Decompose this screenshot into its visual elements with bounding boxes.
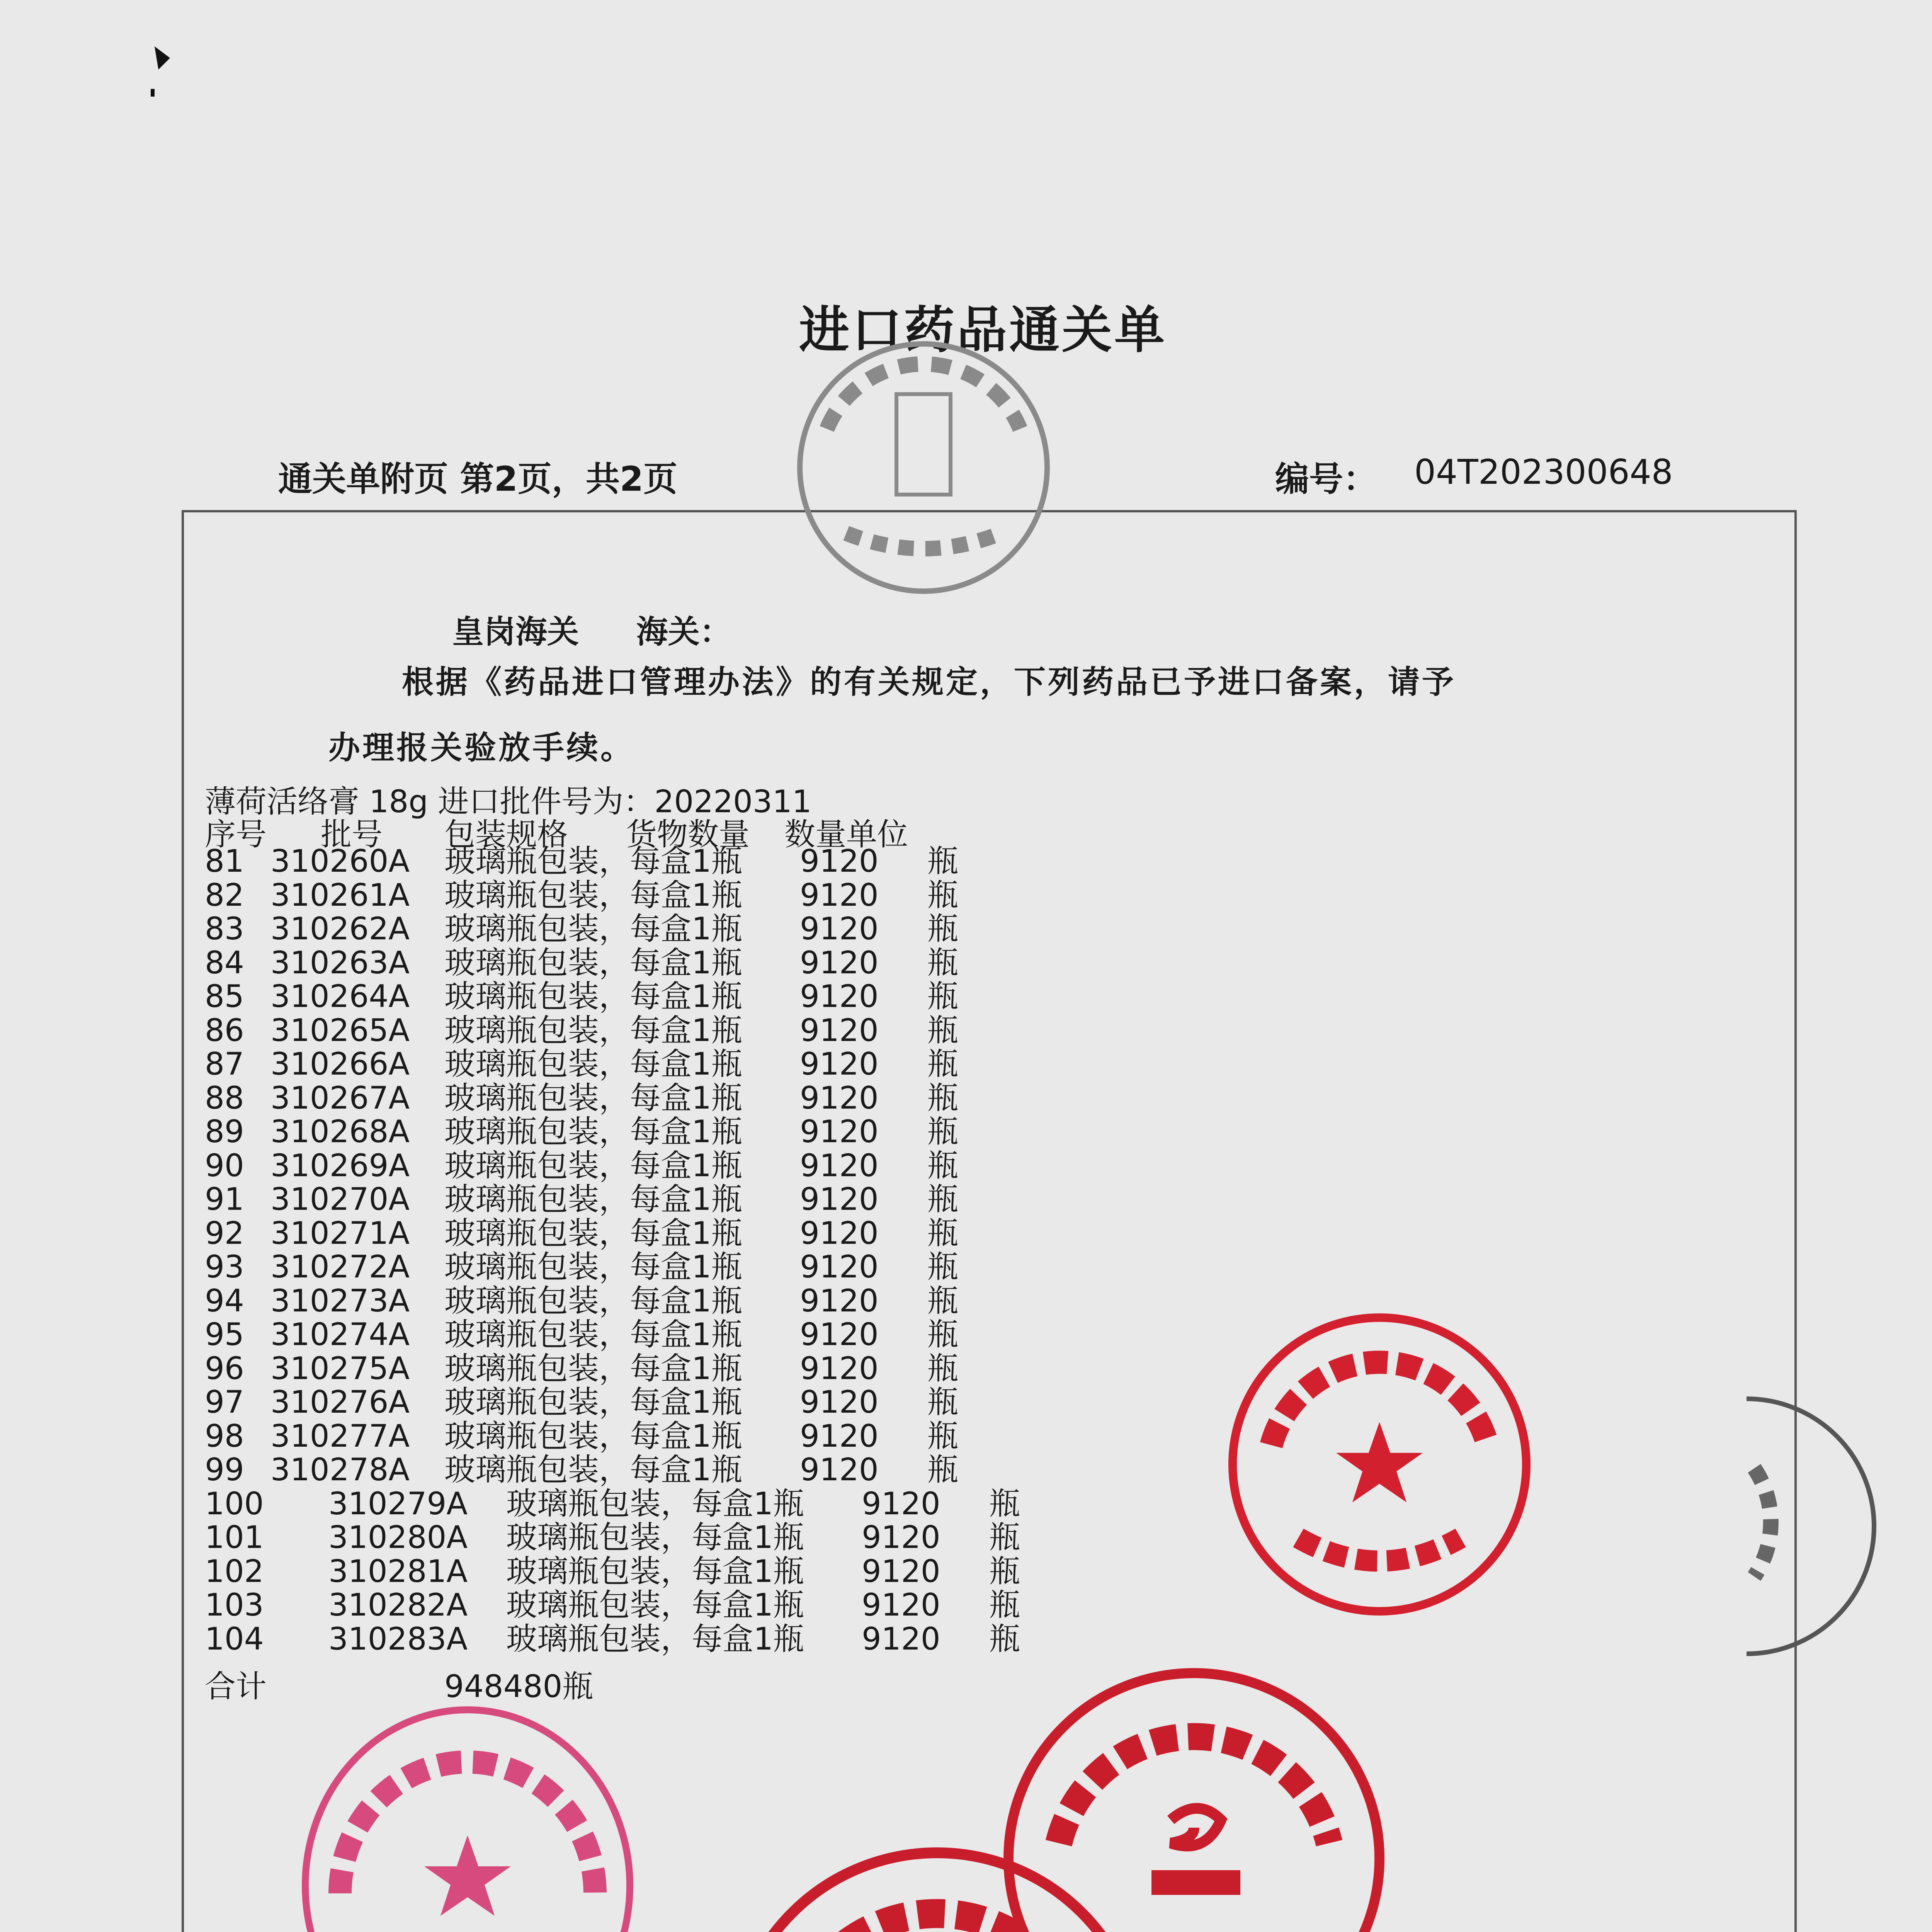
cell-pack: 玻璃瓶包装，每盒1瓶 [506, 1485, 804, 1522]
attachment-page: 通关单附页 第2页，共2页 [278, 459, 678, 499]
cell-pack: 玻璃瓶包装，每盒1瓶 [506, 1621, 804, 1657]
cell-qty: 9120 [800, 1012, 879, 1048]
cell-unit: 瓶 [927, 1249, 958, 1285]
jointown-quality-seal-2 [997, 1662, 1391, 1932]
cell-batch: 310268A [270, 1114, 410, 1150]
cell-no: 82 [205, 877, 244, 913]
cell-no: 94 [205, 1282, 244, 1319]
cell-no: 88 [205, 1080, 244, 1116]
cell-qty: 9120 [800, 877, 879, 913]
cell-batch: 310276A [270, 1384, 410, 1420]
cell-pack: 玻璃瓶包装，每盒1瓶 [444, 843, 742, 879]
cell-qty: 9120 [800, 1282, 879, 1319]
cell-no: 90 [205, 1147, 244, 1184]
cell-no: 86 [205, 1012, 244, 1048]
cell-unit: 瓶 [927, 978, 958, 1014]
cell-batch: 310266A [270, 1046, 410, 1082]
cell-qty: 9120 [862, 1519, 940, 1555]
quality-dept-seal-gray [750, 332, 1097, 603]
cell-pack: 玻璃瓶包装，每盒1瓶 [444, 1012, 742, 1048]
cell-no: 87 [205, 1046, 244, 1082]
cell-qty: 9120 [800, 1316, 879, 1352]
cell-qty: 9120 [800, 978, 879, 1014]
cell-qty: 9120 [800, 1046, 879, 1082]
cell-unit: 瓶 [927, 1181, 958, 1217]
cell-no: 99 [205, 1452, 244, 1488]
cell-qty: 9120 [800, 1249, 879, 1285]
edge-seal-fragment [1739, 1391, 1855, 1662]
header-qty: 货物数量 [626, 816, 750, 852]
cell-batch: 310267A [270, 1080, 410, 1116]
total-label: 合计 [205, 1668, 267, 1704]
cell-batch: 310278A [270, 1452, 410, 1488]
header-batch: 批号 [321, 816, 383, 852]
cell-batch: 310282A [328, 1587, 468, 1623]
cell-no: 84 [205, 944, 244, 981]
cell-unit: 瓶 [927, 1282, 958, 1319]
cell-pack: 玻璃瓶包装，每盒1瓶 [444, 1316, 742, 1352]
cell-pack: 玻璃瓶包装，每盒1瓶 [444, 1215, 742, 1251]
cell-no: 100 [205, 1485, 264, 1522]
cell-qty: 9120 [862, 1587, 940, 1623]
cell-qty: 9120 [862, 1553, 940, 1589]
notice-line-2: 办理报关验放手续。 [328, 730, 635, 766]
cell-no: 103 [205, 1587, 264, 1623]
cell-unit: 瓶 [989, 1519, 1020, 1555]
cell-pack: 玻璃瓶包装，每盒1瓶 [444, 911, 742, 947]
cell-batch: 310279A [328, 1485, 468, 1522]
cell-no: 96 [205, 1350, 244, 1386]
cell-qty: 9120 [800, 843, 879, 879]
cell-pack: 玻璃瓶包装，每盒1瓶 [444, 1452, 742, 1488]
cell-no: 102 [205, 1553, 264, 1589]
total-value: 948480瓶 [444, 1668, 594, 1704]
cell-unit: 瓶 [927, 1215, 958, 1251]
cell-batch: 310272A [270, 1249, 410, 1285]
cell-batch: 310262A [270, 911, 410, 947]
cell-unit: 瓶 [927, 1080, 958, 1116]
cell-unit: 瓶 [927, 1147, 958, 1184]
cell-batch: 310273A [270, 1282, 410, 1319]
number-value: 04T202300648 [1414, 452, 1673, 492]
cell-unit: 瓶 [927, 1350, 958, 1386]
scan-mark [147, 23, 193, 100]
cell-pack: 玻璃瓶包装，每盒1瓶 [506, 1553, 804, 1589]
cell-unit: 瓶 [927, 1384, 958, 1420]
cell-pack: 玻璃瓶包装，每盒1瓶 [444, 1147, 742, 1184]
cell-pack: 玻璃瓶包装，每盒1瓶 [506, 1519, 804, 1555]
cell-pack: 玻璃瓶包装，每盒1瓶 [444, 1249, 742, 1285]
cell-pack: 玻璃瓶包装，每盒1瓶 [444, 877, 742, 913]
cell-pack: 玻璃瓶包装，每盒1瓶 [444, 1384, 742, 1420]
cell-qty: 9120 [800, 1384, 879, 1420]
general-pharma-seal [294, 1700, 641, 1932]
cell-pack: 玻璃瓶包装，每盒1瓶 [506, 1587, 804, 1623]
cell-unit: 瓶 [927, 1418, 958, 1454]
cell-no: 101 [205, 1519, 264, 1555]
notice-line-1: 根据《药品进口管理办法》的有关规定，下列药品已予进口备案，请予 [402, 664, 1456, 701]
cell-qty: 9120 [862, 1485, 940, 1522]
cell-no: 91 [205, 1181, 244, 1217]
cell-qty: 9120 [800, 1452, 879, 1488]
cell-unit: 瓶 [989, 1485, 1020, 1522]
cell-unit: 瓶 [989, 1621, 1020, 1657]
cell-batch: 310274A [270, 1316, 410, 1352]
customs-port: 皇岗海关 [452, 614, 579, 650]
cell-no: 104 [205, 1621, 264, 1657]
number-label: 编号： [1275, 459, 1378, 499]
document-title: 进口药品通关单 [799, 301, 1167, 359]
cell-qty: 9120 [800, 1350, 879, 1386]
cell-batch: 310260A [270, 843, 410, 879]
header-pack: 包装规格 [444, 816, 568, 852]
cell-pack: 玻璃瓶包装，每盒1瓶 [444, 978, 742, 1014]
cell-unit: 瓶 [927, 1046, 958, 1082]
cell-no: 97 [205, 1384, 244, 1420]
cell-pack: 玻璃瓶包装，每盒1瓶 [444, 1418, 742, 1454]
cell-pack: 玻璃瓶包装，每盒1瓶 [444, 1282, 742, 1319]
cell-unit: 瓶 [927, 877, 958, 913]
cell-qty: 9120 [800, 944, 879, 981]
cell-batch: 310263A [270, 944, 410, 981]
cell-batch: 310265A [270, 1012, 410, 1048]
cell-no: 93 [205, 1249, 244, 1285]
cell-unit: 瓶 [927, 1012, 958, 1048]
cell-pack: 玻璃瓶包装，每盒1瓶 [444, 1181, 742, 1217]
cell-qty: 9120 [800, 911, 879, 947]
cell-no: 81 [205, 843, 244, 879]
cell-batch: 310270A [270, 1181, 410, 1217]
cell-batch: 310271A [270, 1215, 410, 1251]
cell-batch: 310261A [270, 877, 410, 913]
cell-qty: 9120 [800, 1080, 879, 1116]
customs-suffix: 海关： [636, 614, 731, 650]
cell-batch: 310275A [270, 1350, 410, 1386]
cell-batch: 310269A [270, 1147, 410, 1184]
cell-qty: 9120 [800, 1114, 879, 1150]
cell-qty: 9120 [800, 1147, 879, 1184]
cell-no: 98 [205, 1418, 244, 1454]
cell-no: 89 [205, 1114, 244, 1150]
cell-qty: 9120 [862, 1621, 940, 1657]
cell-unit: 瓶 [927, 944, 958, 981]
header-unit: 数量单位 [784, 816, 908, 852]
cell-unit: 瓶 [927, 1452, 958, 1488]
product-line: 薄荷活络膏 18g 进口批件号为：20220311 [205, 784, 812, 820]
cell-qty: 9120 [800, 1215, 879, 1251]
header-no: 序号 [205, 816, 267, 852]
customs-name [452, 607, 731, 652]
cell-pack: 玻璃瓶包装，每盒1瓶 [444, 1350, 742, 1386]
cell-unit: 瓶 [927, 1114, 958, 1150]
cell-pack: 玻璃瓶包装，每盒1瓶 [444, 1114, 742, 1150]
cell-unit: 瓶 [989, 1553, 1020, 1589]
cell-no: 95 [205, 1316, 244, 1352]
cell-batch: 310281A [328, 1553, 468, 1589]
cell-unit: 瓶 [927, 1316, 958, 1352]
cell-batch: 310277A [270, 1418, 410, 1454]
pharmacy-quality-seal [1221, 1306, 1538, 1623]
cell-no: 92 [205, 1215, 244, 1251]
cell-batch: 310280A [328, 1519, 468, 1555]
cell-batch: 310264A [270, 978, 410, 1014]
cell-batch: 310283A [328, 1621, 468, 1657]
cell-qty: 9120 [800, 1181, 879, 1217]
cell-no: 85 [205, 978, 244, 1014]
cell-unit: 瓶 [927, 843, 958, 879]
cell-unit: 瓶 [989, 1587, 1020, 1623]
cell-qty: 9120 [800, 1418, 879, 1454]
cell-pack: 玻璃瓶包装，每盒1瓶 [444, 944, 742, 981]
cell-unit: 瓶 [927, 911, 958, 947]
cell-no: 83 [205, 911, 244, 947]
cell-pack: 玻璃瓶包装，每盒1瓶 [444, 1080, 742, 1116]
cell-pack: 玻璃瓶包装，每盒1瓶 [444, 1046, 742, 1082]
